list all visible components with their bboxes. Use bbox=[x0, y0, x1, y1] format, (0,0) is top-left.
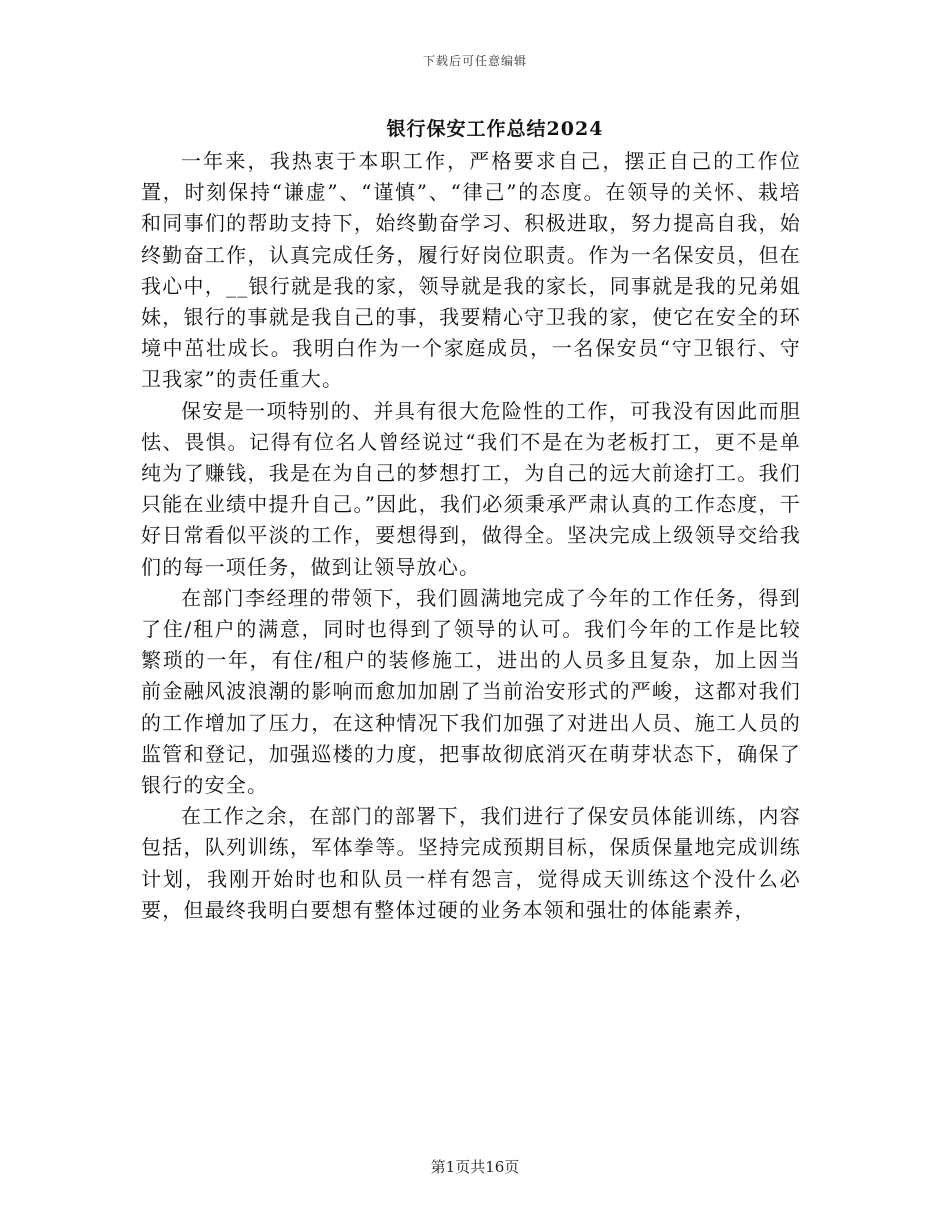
paragraph-1: 一年来，我热衷于本职工作，严格要求自己，摆正自己的工作位置，时刻保持“谦虚”、“谨慎”、“律己”的态度。在领导的关怀、栽培和同事们的帮助支持下，始终勤奋学习、积极进取，努力提高自我，始终勤奋工作，认真完成任务，履行好岗位职责。作为一名保安员，但在我心中，__银行就是我的家，领导就是我的家长，同事就是我的兄弟姐妹，银行的事就是我自己的事，我要精心守卫我的家，使它在安全的环境中茁壮成长。我明白作为一个家庭成员，一名保安员“守卫银行、守卫我家”的责任重大。 bbox=[141, 149, 801, 392]
paragraph-2: 保安是一项特别的、并具有很大危险性的工作，可我没有因此而胆怯、畏惧。记得有位名人曾经说过“我们不是在为老板打工，更不是单纯为了赚钱，我是在为自己的梦想打工，为自己的远大前途打工。我们只能在业绩中提升自己。”因此，我们必须秉承严肃认真的工作态度，干好日常看似平淡的工作，要想得到，做得全。坚决完成上级领导交给我们的每一项任务，做到让领导放心。 bbox=[141, 398, 801, 579]
paragraph-4: 在工作之余，在部门的部署下，我们进行了保安员体能训练，内容包括，队列训练，军体拳等。坚持完成预期目标，保质保量地完成训练计划，我刚开始时也和队员一样有怨言，觉得成天训练这个没什么必要，但最终我明白要想有整体过硬的业务本领和强壮的体能素养， bbox=[141, 804, 801, 922]
document-title: 银行保安工作总结2024 bbox=[386, 118, 604, 140]
document-body bbox=[141, 146, 801, 926]
paragraph-3: 在部门李经理的带领下，我们圆满地完成了今年的工作任务，得到了住/租户的满意，同时也得到了领导的认可。我们今年的工作是比较繁琐的一年，有住/租户的装修施工，进出的人员多且复杂，加上因当前金融风波浪潮的影响而愈加加剧了当前治安形式的严峻，这都对我们的工作增加了压力，在这种情况下我们加强了对进出人员、施工人员的监管和登记，加强巡楼的力度，把事故彻底消灭在萌芽状态下，确保了银行的安全。 bbox=[141, 585, 801, 798]
page-header-note: 下载后可任意编辑 bbox=[422, 54, 527, 68]
page-number: 第1页共16页 bbox=[430, 1158, 520, 1176]
